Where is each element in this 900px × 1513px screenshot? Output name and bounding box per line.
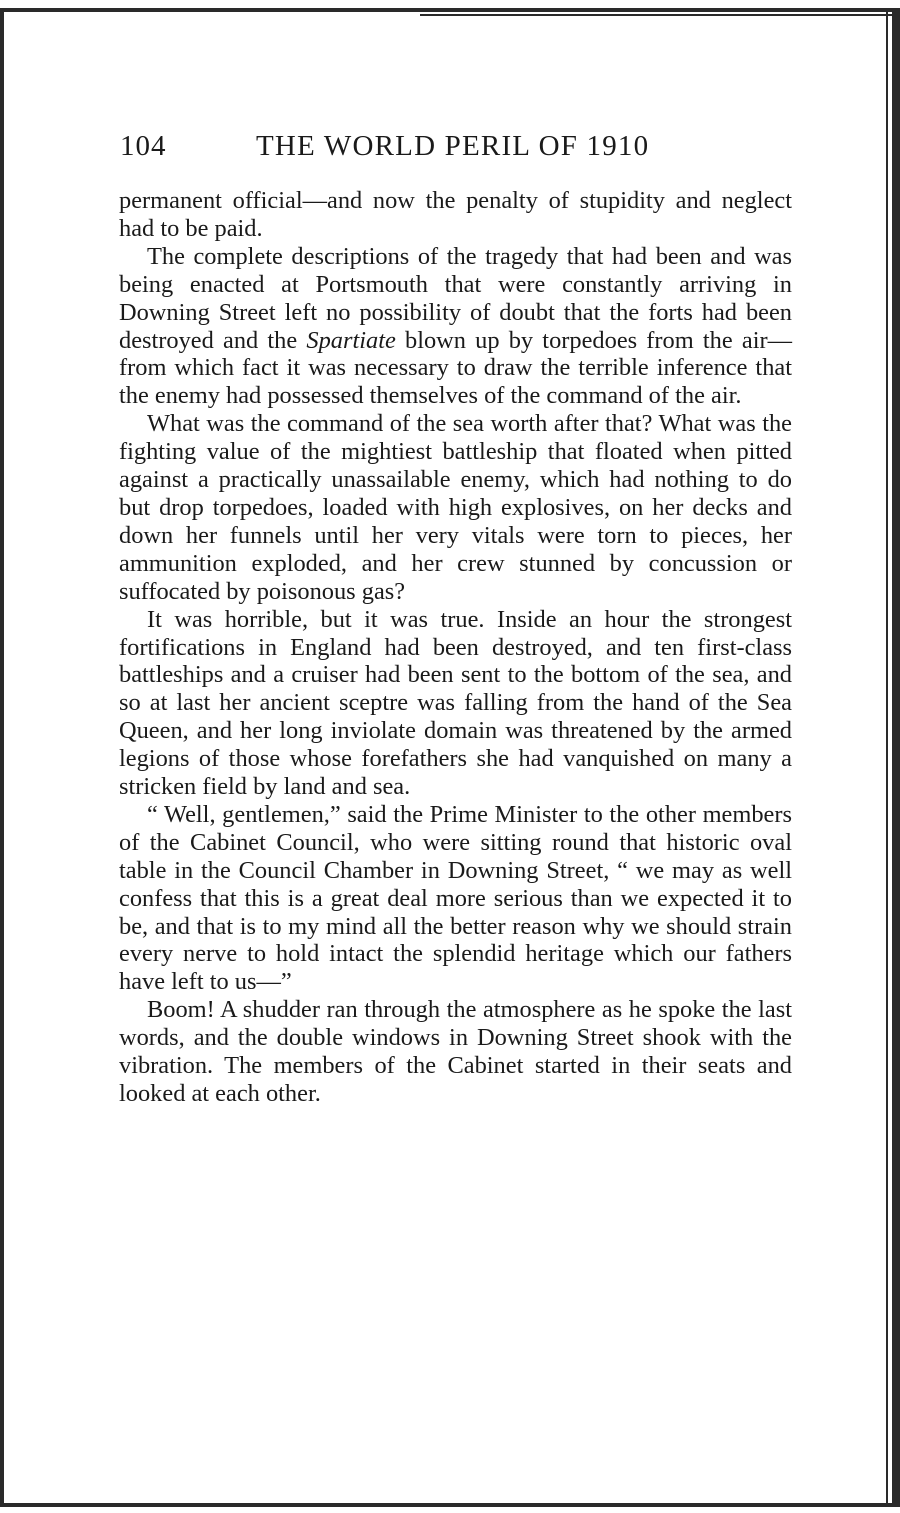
page-number: 104	[120, 130, 167, 162]
paragraph-command-of-sea: What was the command of the sea worth after that? What was the fighting value of the mightiest battleship that floated when pitted against a practically unassailable enemy, which had nothing to do but drop torpedoes, loaded with high explosives, on her decks and down her funnels until her very vitals were torn to pieces, her ammunition exploded, and her crew stunned by concussion or suffocated by poisonous gas?	[119, 410, 792, 605]
paragraph-prime-minister: “ Well, gentlemen,” said the Prime Minister to the other members of the Cabinet Council, who were sitting round that historic oval table in the Council Chamber in Downing Street, “ we may as well confess that this is a great deal more serious than we expected it to be, and that is to my mind all the better reason why we should strain every nerve to hold intact the splendid heritage which our fathers have left to us—”	[119, 800, 792, 996]
scan-border-bottom	[0, 1503, 900, 1507]
paragraph-text: blown up by torpedoes from the air—from which fact it was necessary to draw the terrible inference that the enemy had possessed themselves of the command of the air.	[119, 326, 792, 410]
page-header	[120, 130, 792, 170]
paragraph-continuation: permanent official—and now the penalty of stupidity and neglect had to be paid.	[119, 187, 792, 242]
paragraph-portsmouth	[119, 243, 792, 410]
ship-name: Spartiate	[306, 326, 396, 354]
scan-border-left	[0, 8, 4, 1505]
scan-border-right	[892, 8, 900, 1505]
paragraph-boom: Boom! A shudder ran through the atmosphere as he spoke the last words, and the double windows in Downing Street shook with the vibration. The members of the Cabinet started in their seats and looked at each other.	[119, 996, 792, 1107]
text-body	[119, 187, 792, 1108]
running-title: THE WORLD PERIL OF 1910	[256, 130, 650, 162]
paragraph-horrible: It was horrible, but it was true. Inside an hour the strongest fortifications in England had been destroyed, and ten first-class battleships and a cruiser had been sent to the bottom of the sea, and so at last her ancient sceptre was falling from the hand of the Sea Queen, and her long inviolate domain was threatened by the armed legions of those whose forefathers she had vanquished on many a stricken field by land and sea.	[119, 605, 792, 801]
scan-border-top	[0, 8, 900, 16]
paragraph-text: The complete descriptions of the tragedy that had been and was being enacted at Portsmouth that were constantly arriving in Downing Street left no possibility of doubt that the forts had been destroyed and the	[119, 242, 792, 354]
